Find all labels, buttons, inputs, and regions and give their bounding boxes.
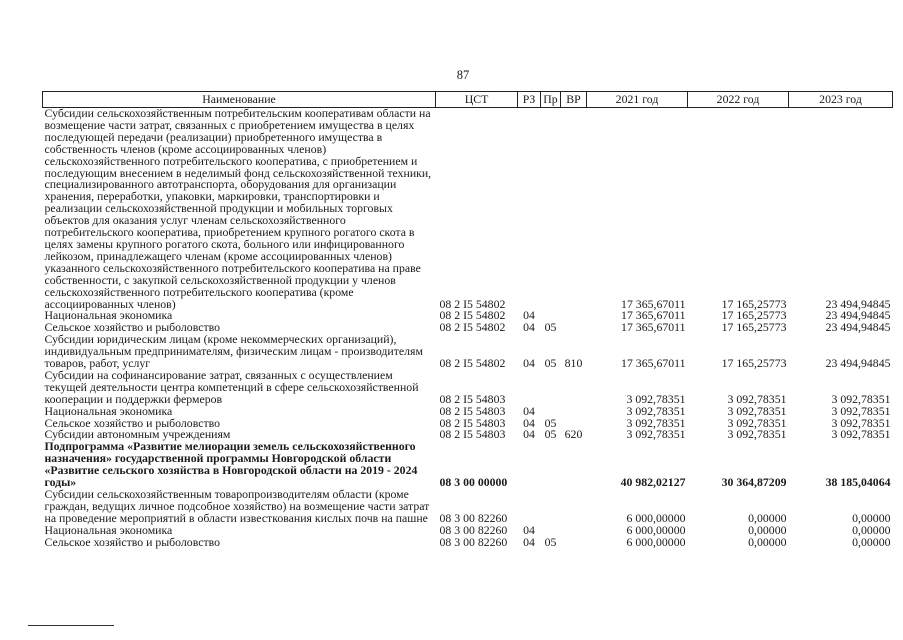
header-cst: ЦСТ: [436, 92, 518, 108]
budget-table: [42, 91, 893, 549]
row-2023-cell: 38 185,04064: [825, 475, 891, 490]
row-rz-cell: 04: [523, 356, 535, 371]
row-vr-cell: [561, 525, 587, 537]
row-vr-cell: [561, 370, 587, 406]
row-vr-cell: [561, 537, 587, 549]
page-number: 87: [456, 68, 470, 82]
row-2022-cell: 0,00000: [748, 522, 787, 537]
row-2023-cell: 3 092,78351: [831, 391, 891, 406]
table-row: [43, 334, 893, 370]
row-vr-cell: [561, 322, 587, 334]
row-2021-cell: 6 000,00000: [626, 534, 686, 549]
row-rz-cell: [518, 441, 541, 489]
row-pr-cell: 05: [544, 356, 557, 371]
header-rz: РЗ: [518, 92, 541, 108]
row-pr-cell: 05: [544, 534, 557, 549]
row-2021-cell: 17 365,67011: [621, 308, 686, 323]
row-rz-cell: 04: [523, 415, 535, 430]
row-2023-cell: 3 092,78351: [831, 415, 891, 430]
row-name-cell: Сельское хозяйство и рыболовство: [44, 415, 220, 430]
row-cst-cell: 08 3 00 82260: [439, 534, 508, 549]
row-pr-cell: [541, 370, 561, 406]
row-2022-cell: 30 364,87209: [721, 475, 787, 490]
row-name-cell: Сельское хозяйство и рыболовство: [44, 534, 220, 549]
row-rz-cell: 04: [523, 534, 535, 549]
row-2021-cell: 3 092,78351: [626, 391, 686, 406]
row-cst-cell: 08 2 I5 54803: [439, 391, 506, 406]
row-2021-cell: 6 000,00000: [626, 510, 686, 525]
row-2023-cell: 0,00000: [852, 534, 891, 549]
row-2023-cell: 23 494,94845: [825, 308, 891, 323]
row-vr-cell: [561, 310, 587, 322]
row-pr-cell: [541, 108, 561, 311]
row-2023-cell: 23 494,94845: [825, 296, 891, 311]
row-2022-cell: 17 165,25773: [721, 308, 787, 323]
row-name-cell: Национальная экономика: [44, 522, 173, 537]
row-2022-cell: 3 092,78351: [727, 391, 787, 406]
row-2023-cell: 23 494,94845: [825, 320, 891, 335]
table-row: [43, 108, 893, 311]
row-name-cell: Подпрограмма «Развитие мелиорации земель сельскохозяйственного назначения» государственной программы Новгородской области «Развитие сельского хозяйства в Новгородской области на 2019 - 2024 годы»: [44, 439, 418, 490]
row-2023-cell: 23 494,94845: [825, 356, 891, 371]
row-2021-cell: 17 365,67011: [621, 356, 686, 371]
row-cst-cell: 08 3 00 82260: [439, 510, 508, 525]
row-name-cell: Национальная экономика: [44, 308, 173, 323]
row-vr-cell: [561, 489, 587, 525]
table-body: [43, 108, 893, 549]
row-name-cell: Субсидии на софинансирование затрат, связанных с осуществлением текущей деятельности центра компетенций в сфере сельскохозяйственной кооперации и поддержки фермеров: [44, 367, 419, 406]
header-2021: 2021 год: [587, 92, 688, 108]
row-2022-cell: 3 092,78351: [727, 415, 787, 430]
row-2022-cell: 17 165,25773: [721, 296, 787, 311]
row-vr-cell: [561, 108, 587, 311]
header-2022: 2022 год: [688, 92, 789, 108]
row-2023-cell: 3 092,78351: [831, 427, 891, 442]
row-vr-cell: [561, 441, 587, 489]
header-vr: ВР: [561, 92, 587, 108]
row-vr-cell: [561, 406, 587, 418]
row-2022-cell: 17 165,25773: [721, 320, 787, 335]
row-cst-cell: 08 2 I5 54802: [439, 356, 506, 371]
row-2021-cell: 3 092,78351: [626, 415, 686, 430]
row-name-cell: Субсидии автономным учреждениям: [44, 427, 231, 442]
row-2021-cell: 3 092,78351: [626, 403, 686, 418]
row-2021-cell: 17 365,67011: [621, 320, 686, 335]
row-pr-cell: 05: [544, 320, 557, 335]
row-cst-cell: 08 2 I5 54803: [439, 415, 506, 430]
row-vr-cell: 810: [564, 356, 583, 371]
row-rz-cell: [518, 489, 541, 525]
row-2022-cell: 0,00000: [748, 534, 787, 549]
row-2021-cell: 6 000,00000: [626, 522, 686, 537]
row-vr-cell: 620: [564, 427, 583, 442]
row-cst-cell: 08 3 00 00000: [439, 475, 508, 490]
row-2023-cell: 0,00000: [852, 510, 891, 525]
row-cst-cell: 08 2 I5 54802: [439, 320, 506, 335]
row-name-cell: Национальная экономика: [44, 403, 173, 418]
row-2023-cell: 0,00000: [852, 522, 891, 537]
footer-rule: [28, 625, 114, 626]
row-rz-cell: 04: [523, 308, 535, 323]
row-pr-cell: [541, 441, 561, 489]
row-name-cell: Субсидии сельскохозяйственным потребительским кооперативам области на возмещение части затрат, связанных с приобретением имущества в целях последующей передачи (реализации) приобретенного имущества в собственность членов (кроме ассоциированных членов) сельскохозяйственного потребительского кооператива, с приобретением и последующим внесением в неделимый фонд сельскохозяйственной техники, специализированного автотранспорта, оборудования для организации хранения, переработки, упаковки, маркировки, транспортировки и реализации сельскохозяйственной продукции и мобильных торговых объектов для оказания услуг членам сельскохозяйственного потребительского кооператива, приобретением крупного рогатого скота в целях замены крупного рогатого скота, больного или инфицированного лейкозом, принадлежащего членам (кроме ассоциированных членов) указанного сельскохозяйственного потребительского кооператива на праве собственности, с закупкой сельскохозяйственной продукции у членов сельскохозяйственного потребительского кооператива (кроме ассоциированных членов): [44, 106, 432, 311]
table-row: [43, 537, 893, 549]
row-rz-cell: 04: [523, 522, 535, 537]
row-name-cell: Субсидии юридическим лицам (кроме некоммерческих организаций), индивидуальным предпринимателям, физическим лицам - производителям товаров, работ, услуг: [44, 332, 423, 371]
row-2022-cell: 3 092,78351: [727, 403, 787, 418]
table-row: [43, 489, 893, 525]
row-pr-cell: 05: [544, 415, 557, 430]
row-2023-cell: 3 092,78351: [831, 403, 891, 418]
row-name-cell: Сельское хозяйство и рыболовство: [44, 320, 220, 335]
header-name: Наименование: [43, 92, 436, 108]
header-pr: Пр: [541, 92, 561, 108]
row-rz-cell: [518, 108, 541, 311]
row-2021-cell: 40 982,02127: [620, 475, 686, 490]
header-2023: 2023 год: [789, 92, 893, 108]
row-2021-cell: 17 365,67011: [621, 296, 686, 311]
row-cst-cell: 08 2 I5 54802: [439, 296, 506, 311]
row-2021-cell: 3 092,78351: [626, 427, 686, 442]
row-rz-cell: [518, 370, 541, 406]
row-rz-cell: 04: [523, 427, 535, 442]
row-2022-cell: 17 165,25773: [721, 356, 787, 371]
row-pr-cell: [541, 489, 561, 525]
row-rz-cell: 04: [523, 403, 535, 418]
row-cst-cell: 08 2 I5 54802: [439, 308, 506, 323]
row-pr-cell: 05: [544, 427, 557, 442]
row-cst-cell: 08 3 00 82260: [439, 522, 508, 537]
row-2022-cell: 3 092,78351: [727, 427, 787, 442]
row-2022-cell: 0,00000: [748, 510, 787, 525]
row-cst-cell: 08 2 I5 54803: [439, 427, 506, 442]
table-row: [43, 441, 893, 489]
row-cst-cell: 08 2 I5 54803: [439, 403, 506, 418]
row-name-cell: Субсидии сельскохозяйственным товаропроизводителям области (кроме граждан, ведущих личное подсобное хозяйство) на возмещение части затрат на проведение мероприятий в области известкования кислых почв на пашне: [44, 487, 430, 525]
table-row: [43, 370, 893, 406]
row-rz-cell: 04: [523, 320, 535, 335]
